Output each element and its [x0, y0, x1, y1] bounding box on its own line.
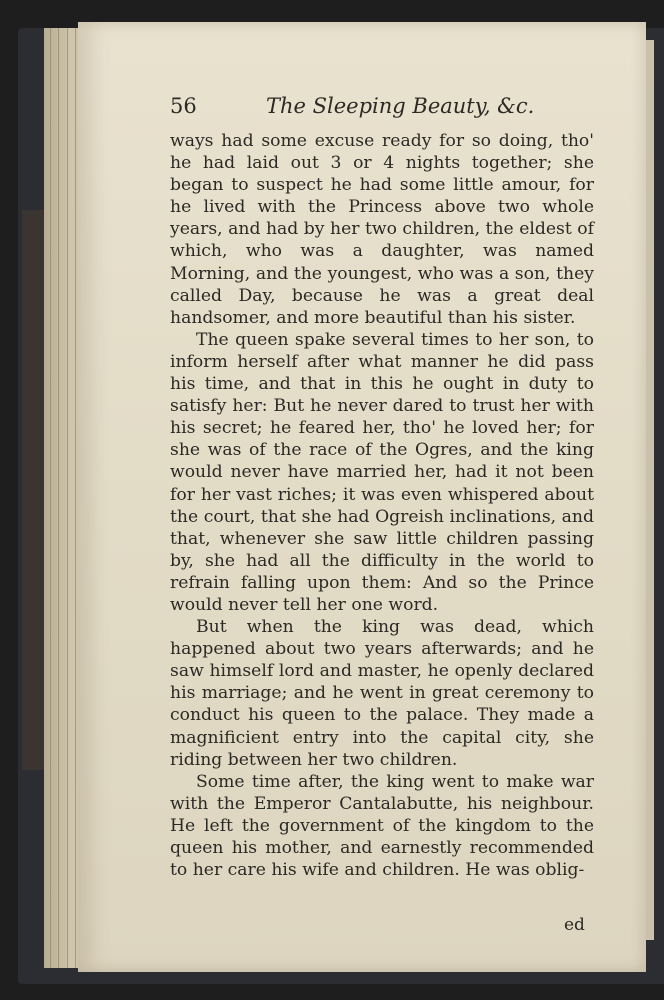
paragraph: Some time after, the king went to make war with the Emperor Cantalabutte, his neighbour. He left the government of the kingdom to the queen his mother, and earnestly recommended to her care his wife and children. He was oblig-: [170, 771, 594, 881]
page-number: 56: [170, 94, 197, 118]
page-edge-line: [75, 28, 76, 968]
page-edge-line: [58, 28, 59, 968]
paragraph: But when the king was dead, which happened about two years afterwards; and he saw himself lord and master, he openly declared his marriage; and he went in great ceremony to conduct his queen to the palace. They made a magnificient entry into the capital city, she riding between her two children.: [170, 617, 594, 770]
paragraph: The queen spake several times to her son, to inform herself after what manner he did pass his time, and that in this he ought in duty to satisfy her: But he never dared to trust her with his secret; he feared her, tho' he loved her; for she was of the race of the Ogres, and the king would never have married her, had it not been for her vast riches; it was even whispered about the court, that she had Ogreish inclinations, and that, whenever she saw little children passing by, she had all the difficulty in the world to refrain falling upon them: And so the Prince would never tell her one word.: [170, 329, 594, 615]
paragraph: ways had some excuse ready for so doing, tho' he had laid out 3 or 4 nights together; she began to suspect he had some little amour, for he lived with the Princess above two whole years, and had by her two children, the eldest of which, who was a daughter, was named Morning, and the youngest, who was a son, they called Day, because he was a great deal handsomer, and more beautiful than his sister.: [170, 131, 594, 328]
cover-spine-strip: [22, 210, 44, 770]
page-edge-line: [67, 28, 68, 968]
page-header: [170, 94, 590, 124]
running-title: The Sleeping Beauty, &c.: [266, 94, 535, 118]
body-text: [170, 130, 594, 881]
page-edge-line: [50, 28, 51, 968]
catchword: ed: [564, 915, 585, 935]
